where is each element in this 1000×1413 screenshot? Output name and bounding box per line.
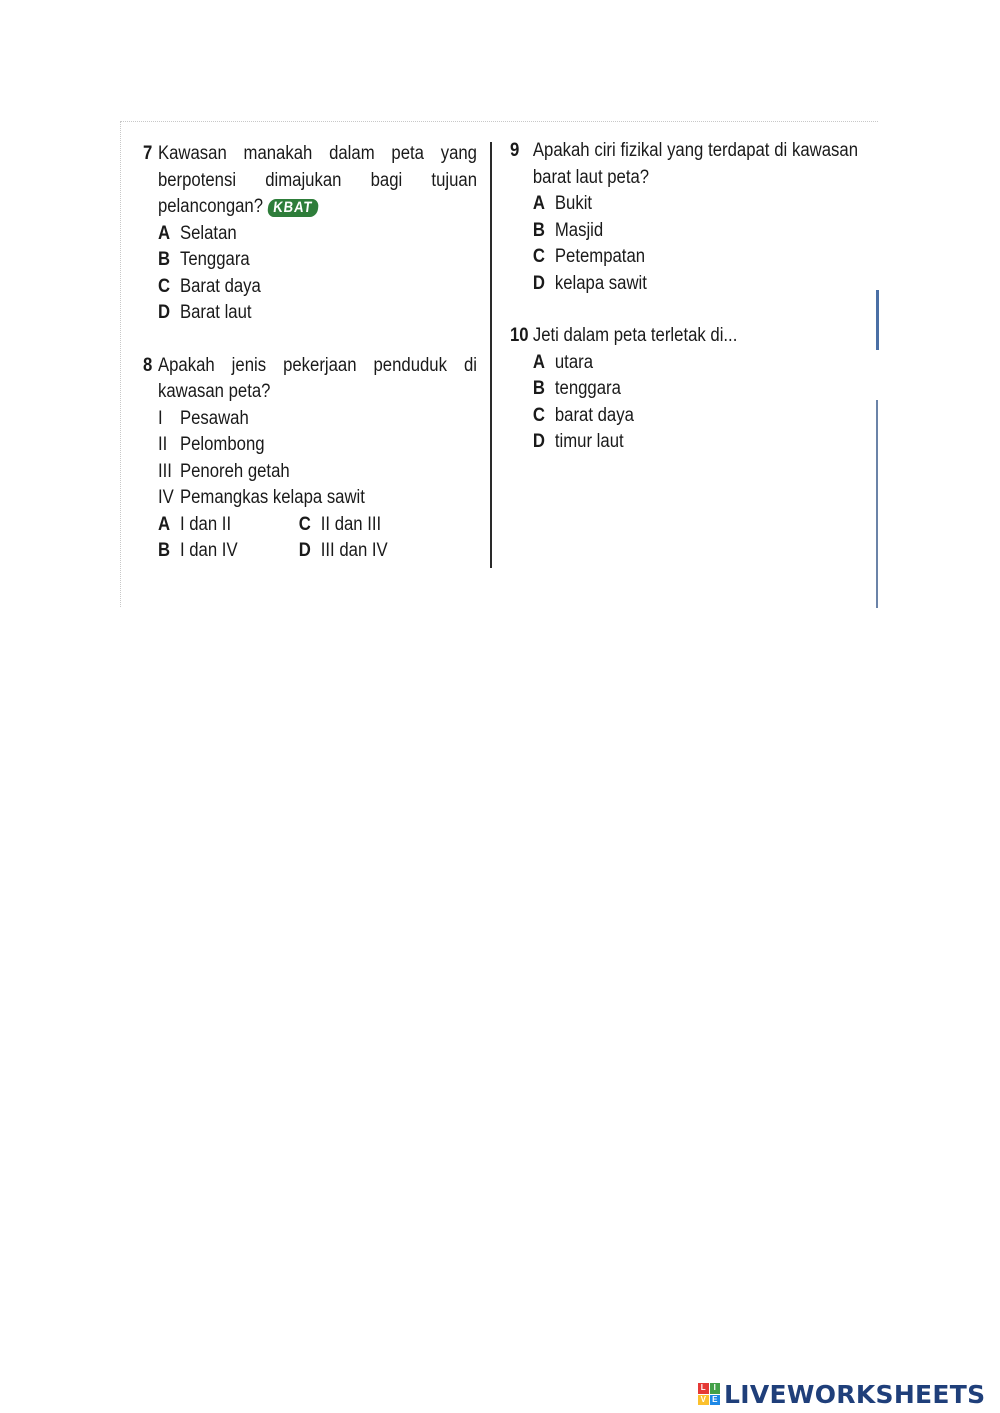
question-number: 9 <box>510 140 520 161</box>
column-divider <box>490 142 492 568</box>
question-text: Jeti dalam peta terletak di... <box>532 325 738 346</box>
question-8 <box>143 353 477 406</box>
question-8-statements <box>158 406 477 565</box>
right-column <box>510 138 858 456</box>
question-8-options-row-2 <box>158 538 477 565</box>
brand-name: LIVEWORKSHEETS <box>724 1379 986 1409</box>
question-number: 10 <box>510 325 529 346</box>
question-text: Apakah ciri fizikal yang terdapat di kawasan barat laut peta? <box>532 140 858 188</box>
scan-edge-left <box>120 121 121 607</box>
question-9 <box>510 138 858 191</box>
option-d[interactable]: D Barat laut <box>157 302 252 323</box>
question-7-options <box>158 221 477 327</box>
left-column <box>143 141 477 565</box>
question-10-options <box>533 350 858 456</box>
question-9-options <box>533 191 858 297</box>
liveworksheets-brand[interactable] <box>698 1379 985 1409</box>
statement-iv: IV Pemangkas kelapa sawit <box>157 487 365 508</box>
statement-i: I Pesawah <box>157 407 249 429</box>
liveworksheets-logo-icon: L I V E <box>698 1383 720 1405</box>
option-d[interactable]: D timur laut <box>532 431 624 452</box>
question-8-options-row-1 <box>158 512 477 539</box>
statement-iii: III Penoreh getah <box>157 460 290 482</box>
option-c[interactable]: C barat daya <box>532 404 634 426</box>
option-d[interactable]: D III dan IV <box>298 540 388 561</box>
option-a[interactable]: A Bukit <box>532 193 593 214</box>
question-10 <box>510 323 858 350</box>
question-text: Apakah jenis pekerjaan penduduk di kawasan peta? <box>157 354 477 402</box>
option-c[interactable]: C Barat daya <box>157 275 261 297</box>
option-b[interactable]: B Masjid <box>532 219 604 241</box>
option-a[interactable]: A utara <box>532 351 593 373</box>
option-b[interactable]: B I dan IV <box>157 540 238 561</box>
option-a[interactable]: A Selatan <box>157 222 237 244</box>
statement-ii: II Pelombong <box>157 434 265 455</box>
question-7 <box>143 141 477 221</box>
option-c[interactable]: C Petempatan <box>532 246 646 267</box>
option-b[interactable]: B tenggara <box>532 378 621 399</box>
option-a[interactable]: A I dan II <box>157 513 232 535</box>
question-text: Kawasan manakah dalam peta yang berpotensi dimajukan bagi tujuan pelancongan? <box>157 143 477 217</box>
question-number: 8 <box>143 354 153 376</box>
question-number: 7 <box>143 143 153 164</box>
option-d[interactable]: D kelapa sawit <box>532 272 647 294</box>
kbat-badge: KBAT <box>267 199 319 217</box>
scan-edge-right <box>876 290 879 350</box>
scan-edge-top <box>120 121 878 122</box>
scan-edge-right-lower <box>876 400 878 608</box>
option-b[interactable]: B Tenggara <box>157 249 250 270</box>
option-c[interactable]: C II dan III <box>298 513 382 535</box>
